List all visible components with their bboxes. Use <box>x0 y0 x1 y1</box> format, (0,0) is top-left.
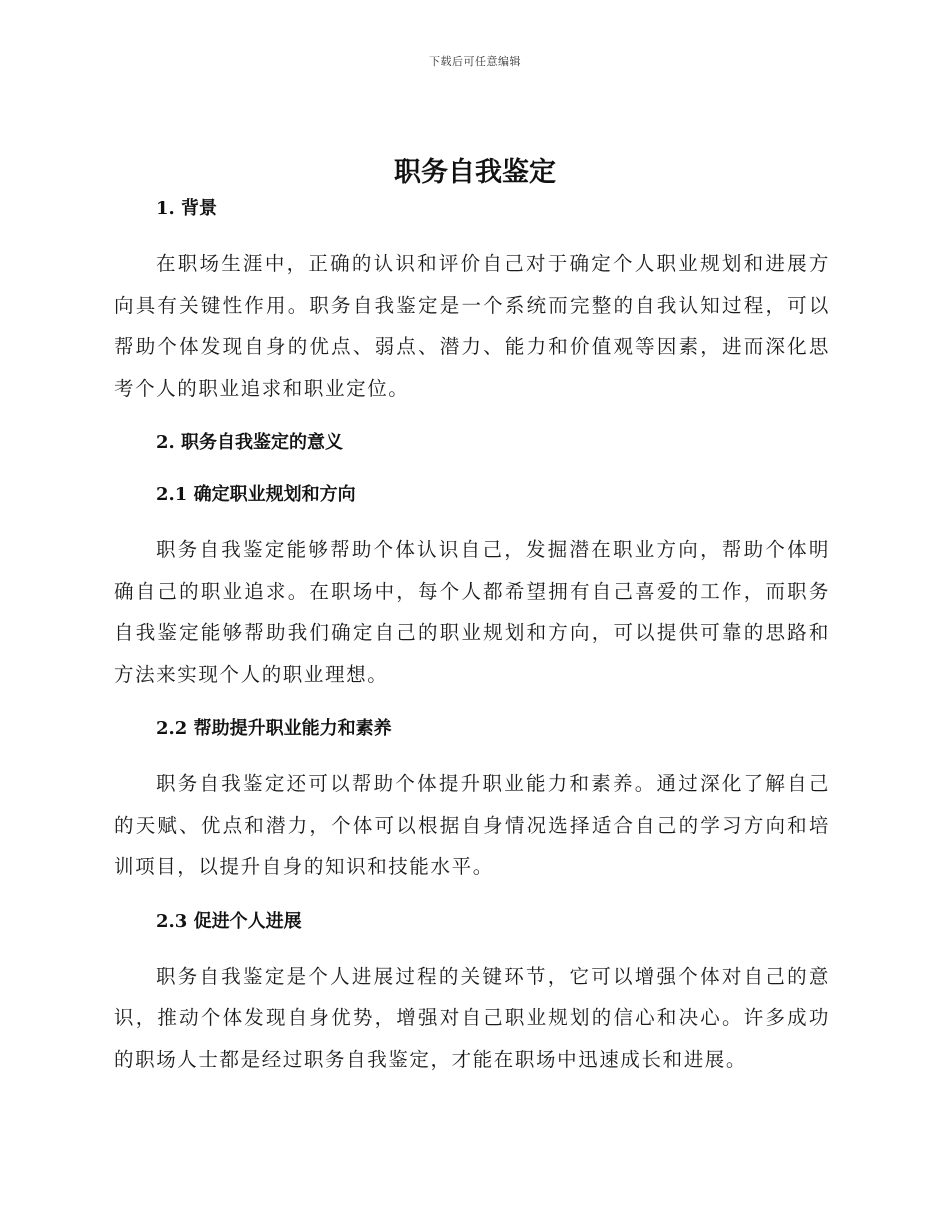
section-heading-career-planning: 2.1 确定职业规划和方向 <box>156 484 356 505</box>
document-title: 职务自我鉴定 <box>394 157 556 188</box>
section-paragraph-career-planning: 职务自我鉴定能够帮助个体认识自己，发掘潜在职业方向，帮助个体明确自己的职业追求。在职场中，每个人都希望拥有自己喜爱的工作，而职务自我鉴定能够帮助我们确定自己的职业规划和方向，可以提供可靠的思路和方法来实现个人的职业理想。 <box>114 538 830 686</box>
section-heading-background: 1. 背景 <box>156 198 218 219</box>
section-paragraph-ability: 职务自我鉴定还可以帮助个体提升职业能力和素养。通过深化了解自己的天赋、优点和潜力，个体可以根据自身情况选择适合自己的学习方向和培训项目，以提升自身的知识和技能水平。 <box>114 772 830 878</box>
section-heading-significance: 2. 职务自我鉴定的意义 <box>156 432 344 453</box>
section-paragraph-background: 在职场生涯中，正确的认识和评价自己对于确定个人职业规划和进展方向具有关键性作用。职务自我鉴定是一个系统而完整的自我认知过程，可以帮助个体发现自身的优点、弱点、潜力、能力和价值观等因素，进而深化思考个人的职业追求和职业定位。 <box>114 252 830 400</box>
section-paragraph-development: 职务自我鉴定是个人进展过程的关键环节，它可以增强个体对自己的意识，推动个体发现自身优势，增强对自己职业规划的信心和决心。许多成功的职场人士都是经过职务自我鉴定，才能在职场中迅速成长和进展。 <box>114 964 830 1071</box>
document-body <box>114 195 830 1080</box>
section-heading-development: 2.3 促进个人进展 <box>156 910 302 932</box>
page-header-note: 下载后可任意编辑 <box>429 55 521 68</box>
section-heading-ability: 2.2 帮助提升职业能力和素养 <box>156 718 392 739</box>
